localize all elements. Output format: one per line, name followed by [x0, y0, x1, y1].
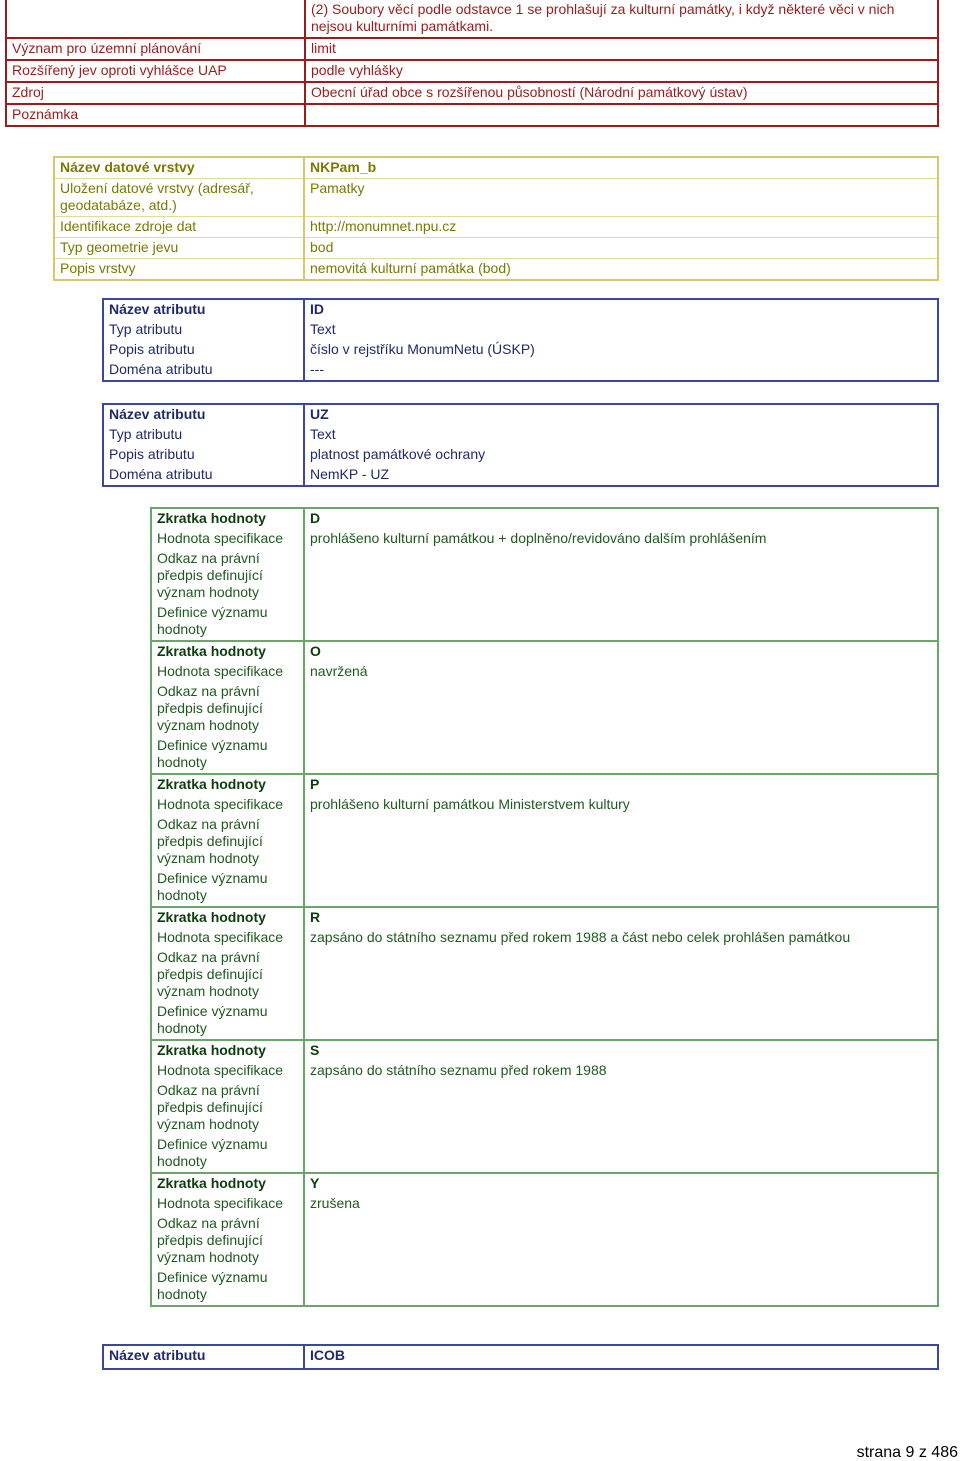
value-def — [304, 736, 938, 774]
value-spec: zapsáno do státního seznamu před rokem 1988 — [304, 1061, 938, 1081]
table-row — [103, 299, 938, 320]
row-value: číslo v rejstříku MonumNetu (ÚSKP) — [304, 340, 938, 360]
table-row — [6, 38, 938, 60]
table-row — [103, 425, 938, 445]
table-row — [151, 1194, 938, 1214]
row-label: Typ atributu — [103, 320, 304, 340]
table-row — [151, 1173, 938, 1194]
value-def — [304, 1135, 938, 1173]
value-label-code: Zkratka hodnoty — [151, 907, 304, 928]
table-row — [151, 529, 938, 549]
table-row — [54, 259, 938, 281]
row-value: UZ — [304, 404, 938, 425]
table-row — [54, 238, 938, 259]
value-label-ref: Odkaz na právní předpis definující význam hodnoty — [151, 815, 304, 869]
row-value: http://monumnet.npu.cz — [304, 217, 938, 238]
attribute-table-id — [102, 298, 939, 382]
row-label: Popis vrstvy — [54, 259, 304, 281]
table-row — [151, 795, 938, 815]
table-row — [151, 1135, 938, 1173]
row-value: podle vyhlášky — [305, 60, 938, 82]
row-value — [304, 1366, 938, 1369]
table-row — [103, 1345, 938, 1366]
table-row — [151, 682, 938, 736]
attribute-table-uz — [102, 403, 939, 487]
layer-meta-table — [5, 0, 939, 127]
table-row — [151, 815, 938, 869]
page-number: strana 9 z 486 — [856, 1444, 958, 1461]
value-code: O — [304, 641, 938, 662]
row-label: Typ atributu — [103, 425, 304, 445]
row-value: ICOB — [304, 1345, 938, 1366]
row-label: Uložení datové vrstvy (adresář, geodatabáze, atd.) — [54, 179, 304, 217]
row-value: --- — [304, 360, 938, 381]
table-row — [151, 549, 938, 603]
table-row — [151, 869, 938, 907]
value-label-def: Definice významu hodnoty — [151, 1135, 304, 1173]
table-row — [151, 508, 938, 529]
table-row — [6, 0, 938, 38]
row-value: bod — [304, 238, 938, 259]
value-label-spec: Hodnota specifikace — [151, 529, 304, 549]
value-code: R — [304, 907, 938, 928]
row-label: Poznámka — [6, 104, 305, 126]
table-row — [54, 157, 938, 179]
table-row — [151, 774, 938, 795]
value-label-spec: Hodnota specifikace — [151, 795, 304, 815]
value-ref — [304, 1081, 938, 1135]
value-spec: zapsáno do státního seznamu před rokem 1988 a část nebo celek prohlášen památkou — [304, 928, 938, 948]
table-row — [151, 641, 938, 662]
value-label-code: Zkratka hodnoty — [151, 508, 304, 529]
row-label: Název atributu — [103, 404, 304, 425]
table-row — [151, 948, 938, 1002]
row-label: Doména atributu — [103, 465, 304, 486]
value-label-def: Definice významu hodnoty — [151, 1268, 304, 1306]
value-def — [304, 1268, 938, 1306]
table-row — [54, 217, 938, 238]
value-label-ref: Odkaz na právní předpis definující význam hodnoty — [151, 549, 304, 603]
value-code: S — [304, 1040, 938, 1061]
value-spec: zrušena — [304, 1194, 938, 1214]
value-label-def: Definice významu hodnoty — [151, 1002, 304, 1040]
value-ref — [304, 948, 938, 1002]
table-row — [103, 360, 938, 381]
value-label-spec: Hodnota specifikace — [151, 662, 304, 682]
table-row — [151, 1081, 938, 1135]
table-row — [151, 907, 938, 928]
row-value: Text — [304, 425, 938, 445]
row-value — [305, 104, 938, 126]
table-row — [151, 928, 938, 948]
row-label: Název atributu — [103, 1345, 304, 1366]
table-row — [103, 320, 938, 340]
row-value: nemovitá kulturní památka (bod) — [304, 259, 938, 281]
table-row — [103, 465, 938, 486]
value-code: D — [304, 508, 938, 529]
row-label: Název atributu — [103, 299, 304, 320]
value-ref — [304, 815, 938, 869]
row-value: Pamatky — [304, 179, 938, 217]
table-row — [103, 404, 938, 425]
data-layer-table — [53, 156, 939, 281]
row-label: Rozšířený jev oproti vyhlášce UAP — [6, 60, 305, 82]
row-label — [6, 0, 305, 38]
value-spec: prohlášeno kulturní památkou + doplněno/revidováno dalším prohlášením — [304, 529, 938, 549]
row-label: Název datové vrstvy — [54, 157, 304, 179]
row-value: ID — [304, 299, 938, 320]
value-code: Y — [304, 1173, 938, 1194]
value-label-def: Definice významu hodnoty — [151, 603, 304, 641]
value-spec: navržená — [304, 662, 938, 682]
value-label-spec: Hodnota specifikace — [151, 1194, 304, 1214]
table-row — [151, 662, 938, 682]
table-row — [6, 60, 938, 82]
value-label-def: Definice významu hodnoty — [151, 736, 304, 774]
row-label: Popis atributu — [103, 445, 304, 465]
domain-values-table — [150, 507, 939, 1307]
value-label-spec: Hodnota specifikace — [151, 928, 304, 948]
row-label — [103, 1366, 304, 1369]
table-row — [151, 1040, 938, 1061]
row-label: Zdroj — [6, 82, 305, 104]
value-ref — [304, 549, 938, 603]
table-row — [103, 1366, 938, 1369]
table-row — [6, 104, 938, 126]
value-label-ref: Odkaz na právní předpis definující význam hodnoty — [151, 1214, 304, 1268]
row-value: NemKP - UZ — [304, 465, 938, 486]
value-def — [304, 1002, 938, 1040]
row-value: Text — [304, 320, 938, 340]
table-row — [151, 603, 938, 641]
value-label-code: Zkratka hodnoty — [151, 641, 304, 662]
row-value: Obecní úřad obce s rozšířenou působností (Národní památkový ústav) — [305, 82, 938, 104]
row-label: Popis atributu — [103, 340, 304, 360]
row-value: platnost památkové ochrany — [304, 445, 938, 465]
value-label-code: Zkratka hodnoty — [151, 1040, 304, 1061]
table-row — [54, 179, 938, 217]
table-row — [103, 340, 938, 360]
value-label-spec: Hodnota specifikace — [151, 1061, 304, 1081]
table-row — [103, 445, 938, 465]
value-label-ref: Odkaz na právní předpis definující význam hodnoty — [151, 682, 304, 736]
table-row — [151, 736, 938, 774]
attribute-table-icob — [102, 1344, 939, 1370]
value-ref — [304, 682, 938, 736]
value-label-code: Zkratka hodnoty — [151, 774, 304, 795]
row-value: (2) Soubory věcí podle odstavce 1 se prohlašují za kulturní památky, i když některé věci v nich nejsou kulturními památkami. — [305, 0, 938, 38]
value-spec: prohlášeno kulturní památkou Ministerstvem kultury — [304, 795, 938, 815]
value-label-code: Zkratka hodnoty — [151, 1173, 304, 1194]
value-label-ref: Odkaz na právní předpis definující význam hodnoty — [151, 1081, 304, 1135]
row-label: Doména atributu — [103, 360, 304, 381]
value-label-def: Definice významu hodnoty — [151, 869, 304, 907]
table-row — [151, 1002, 938, 1040]
value-def — [304, 603, 938, 641]
row-label: Identifikace zdroje dat — [54, 217, 304, 238]
table-row — [151, 1061, 938, 1081]
value-def — [304, 869, 938, 907]
row-value: limit — [305, 38, 938, 60]
row-label: Typ geometrie jevu — [54, 238, 304, 259]
table-row — [151, 1214, 938, 1268]
row-value: NKPam_b — [304, 157, 938, 179]
table-row — [6, 82, 938, 104]
row-label: Význam pro územní plánování — [6, 38, 305, 60]
value-label-ref: Odkaz na právní předpis definující význam hodnoty — [151, 948, 304, 1002]
table-row — [151, 1268, 938, 1306]
value-ref — [304, 1214, 938, 1268]
value-code: P — [304, 774, 938, 795]
